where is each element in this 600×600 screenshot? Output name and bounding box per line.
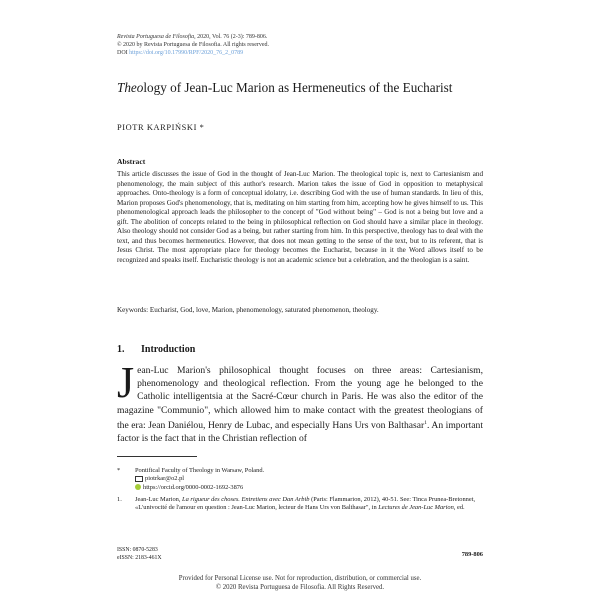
doi-link[interactable]: https://doi.org/10.17990/RPF/2020_76_2_0789 [129,50,244,57]
author-orcid[interactable]: https://orcid.org/0000-0002-1692-3876 [143,483,244,491]
intro-paragraph [117,358,483,445]
journal-header [117,33,269,58]
keywords: Keywords: Eucharist, God, love, Marion, phenomenology, saturated phenomenon, theology. [117,306,379,314]
footnote-1-part-e: , ed. [453,504,465,512]
doi-line [117,49,269,57]
affiliation: Pontifical Faculty of Theology in Warsaw, Poland. [135,467,265,474]
title-rest: logy of Jean-Luc Marion as Hermeneutics of the Eucharist [143,80,453,95]
title-italic-part: Theo [117,80,144,95]
author-name: PIOTR KARPIŃSKI * [117,123,205,132]
citation-line [117,33,269,41]
eissn: eISSN: 2183-461X [117,554,162,561]
footnote-divider [117,456,197,457]
issn: ISSN: 0870-5283 [117,547,158,553]
license-notice [0,574,600,593]
abstract-text: This article discusses the issue of God in the thought of Jean-Luc Marion. The theological topic is, next to Cartesianism and phenomenology, the main subject of this author's research. Marion takes the issue of God in opposition to metaphysical approaches. Onto-theology is a form of conceptual idolatry, i.e. describing God with the use of human standards. In lieu of this, Marion proposes God's phenomenology, that is, meditating on him starting from him, accepting how he gives himself to us. This phenomenological approach leads the philosopher to the concept of "God without being" – God is not a being but love and a gift. The abolition of concepts related to the being in philosophical reflection on God should have a similar place in theology. Also theology should not consider God as a being, but rather starting from him. In this perspective, theology has to deal with the text, and thus becomes hermeneutics. However, that does not mean getting to the sense of the text, but to its referent, that is Jesus Christ. The most appropriate place for theology becomes the Eucharist, because in it the Word allows itself to be recognized and speaks itself. Eucharistic theology is not an academic science but a celebration, and the theologian is a saint. [117,170,483,264]
copyright-line: © 2020 by Revista Portuguesa de Filosofia. All rights reserved. [117,42,270,49]
section-title: Introduction [141,344,196,355]
journal-citation: , 2020, Vol. 76 (2-3): 789-806. [194,34,268,40]
page-range: 789-806 [461,551,483,558]
abstract-heading: Abstract [117,157,146,166]
footnote-author [117,467,483,492]
footnote-ref-1[interactable]: 1 [424,419,427,426]
footnote-1-text [135,496,483,513]
paper-title [117,80,477,96]
footnote-1-book-title-2: Lectures de Jean-Luc Marion [378,504,454,512]
drop-cap: J [117,358,135,407]
email-line [135,475,483,483]
author-email[interactable]: piotrkar@o2.pl [145,475,185,483]
footnote-1-book-title: La rigueur des choses. Entretiens avec Dan Arbib [182,496,310,503]
issn-block [117,547,162,562]
journal-name: Revista Portuguesa de Filosofia [117,34,195,40]
orcid-line [135,484,483,492]
license-line-1: Provided for Personal License use. Not for reproduction, distribution, or commercial use. [178,575,422,582]
footnote-1 [117,496,483,513]
section-heading [117,344,195,355]
license-line-2: © 2020 Revista Portuguesa de Filosofia. All Rights Reserved. [215,584,385,592]
footnote-1-part-c: (Paris: Flammarion, 2012), 40-51. See: Tinca Prunea-Bretonnet, «L'univocité de l'amour en question : Jean-Luc Marion, lecteur de Hans Urs von Balthasar", in [135,496,476,512]
footnote-mark: * [117,467,121,474]
section-number: 1. [117,344,125,355]
footnote-number: 1. [117,496,122,503]
doi-label: DOI [117,50,128,57]
intro-text-1: ean-Luc Marion's philosophical thought focuses on three areas: Cartesianism, phenomenology and theological reflection. From the young age he belonged to the Catholic intelligentsia at the Sacré-Cœur church in Paris. He was also the editor of the magazine "Communio", which allowed him to make contact with the greatest theologians of the era: Jean Daniélou, Henry de Lubac, and especially Hans Urs von Balthasar [117,365,483,431]
intro-text-2: . An important factor is the fact that in the Christian reflection of [117,420,483,445]
mail-icon [135,476,143,482]
footnote-1-part-a: Jean-Luc Marion, [135,496,183,503]
orcid-icon [135,484,141,490]
